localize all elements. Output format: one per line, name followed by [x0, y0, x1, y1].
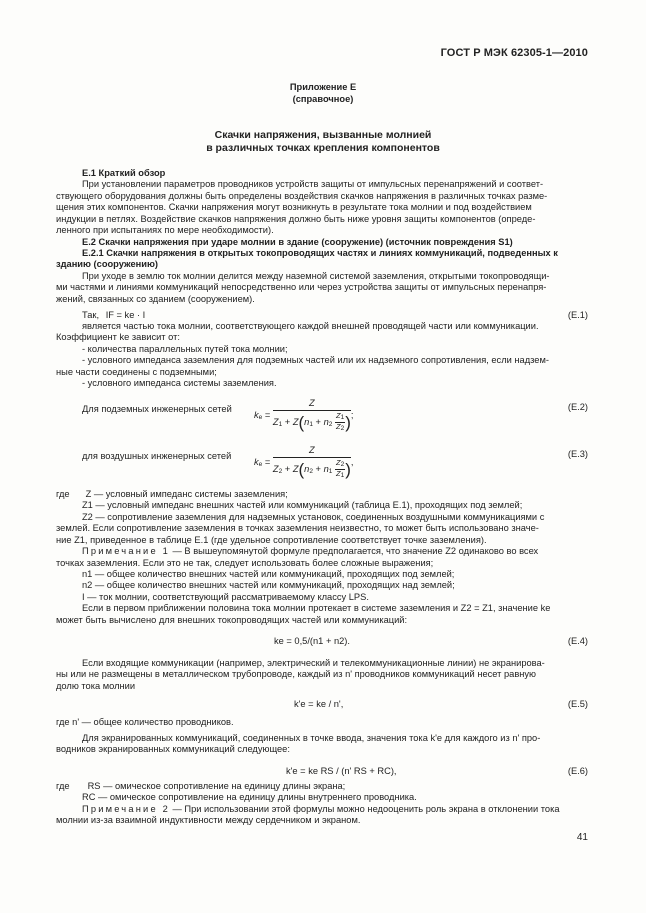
equation-e4	[56, 636, 588, 652]
equation-e5	[56, 699, 588, 715]
eq3-fraction: Z $Z_2 + Z(n_2 + n_1$ $\frac{Z_2}{Z_1}$ )	[272, 445, 351, 480]
section-e1-title: Е.1 Краткий обзор	[82, 168, 166, 178]
note1-i: I — ток молнии, соответствующий рассматриваемому классу LPS.	[82, 591, 369, 602]
paragraph-line: Если в первом приближении половина тока молнии протекает в системе заземления и Z2 = Z1, значение ke	[82, 603, 551, 614]
eq4-number: (Е.4)	[567, 636, 588, 646]
where-z1: Z1 — условный импеданс внешних частей или коммуникаций (таблица Е.1), проходящих под землей;	[82, 500, 523, 511]
eq3-number: (Е.3)	[567, 449, 588, 459]
paragraph-line: Если входящие коммуникации (например, электрический и телекоммуникационные линии) не экранирова-	[82, 658, 545, 668]
paragraph-line: является частью тока молнии, соответствующего каждой внешней проводящей части или коммуникации.	[82, 321, 539, 331]
where-label: где	[56, 489, 70, 499]
paragraph-line: точках заземления. Если это не так, следует использовать более сложные выражения;	[56, 557, 434, 568]
eq3-label: для воздушных инженерных сетей	[82, 451, 232, 461]
note1-label: Примечание 1	[82, 546, 170, 557]
note1-text: — В вышеупомянутой формуле предполагается, что значение Z2 одинаково во всех	[169, 546, 539, 557]
paragraph-line: водников экранированных коммуникаций следующее:	[56, 744, 290, 755]
paragraph-line: При установлении параметров проводников устройств защиты от импульсных перенапряжений и соответ-	[82, 179, 544, 190]
paragraph-line: индукции в петлях. Воздействие скачков напряжения должно быть ниже уровня защиты компонентов (опреде-	[56, 213, 536, 224]
paragraph-line: ны или не размещены в металлическом трубопроводе, каждый из n' проводников коммуникаций несет равную	[56, 669, 537, 680]
note1-n2: n2 — общее количество внешних частей или коммуникаций, проходящих над землей;	[82, 580, 455, 591]
heading-line-2: в различных точках крепления компонентов	[206, 142, 440, 154]
where2-block	[56, 781, 588, 827]
eq2-label: Для подземных инженерных сетей	[82, 404, 232, 414]
paragraph-line: ние Z1, приведенное в таблице Е.1 (где удельное сопротивление соответствует точке заземления).	[56, 534, 487, 545]
paragraph-line: ленного при испытаниях по мере необходимости).	[56, 225, 274, 236]
section-e2-title: Е.2 Скачки напряжения при ударе молнии в здание (сооружение) (источник повреждения S1)	[82, 236, 513, 247]
where2-rc: RC — омическое сопротивление на единицу длины внутреннего проводника.	[82, 792, 417, 803]
eq1-prefix: Так,	[82, 310, 100, 320]
eq1-number: (Е.1)	[567, 310, 588, 320]
note2-text: — При использовании этой формулы можно недооценить роль экрана в отклонении тока	[169, 803, 560, 814]
eq4-formula: ke = 0,5/(n1 + n2).	[274, 636, 350, 646]
paragraph-line: Для экранированных коммуникаций, соединенных в точке ввода, значения тока k'e для каждого из n' про-	[82, 733, 541, 743]
eq2-fraction: Z $Z_1 + Z(n_1 + n_2$ $\frac{Z_1}{Z_2}$ )	[272, 398, 351, 433]
paragraph-line: ми частями и линиями коммуникаций непосредственно или через устройства защиты от импульсных перенапря-	[56, 282, 547, 293]
paragraph-line: ствующего оборудования должны быть определены воздействия скачков напряжения в различных точках разме-	[56, 190, 548, 201]
note2-label: Примечание 2	[82, 803, 170, 814]
shield-block	[56, 658, 588, 692]
where-z2: Z2 — сопротивление заземления для надземных установок, соединенных воздушными коммуникациями с	[82, 511, 545, 522]
list-item: - условного импеданса заземления для подземных частей или их надземного сопротивления, если надзем-	[82, 355, 549, 366]
paragraph-line: щения этих компонентов. Скачки напряжения могут возникнуть в результате тока молнии и под воздействием	[56, 202, 532, 213]
standard-number: ГОСТ Р МЭК 62305-1—2010	[440, 47, 588, 59]
where2-rs: RS — омическое сопротивление на единицу длины экрана;	[87, 781, 346, 791]
paragraph-line: При уходе в землю ток молнии делится между наземной системой заземления, открытыми токопроводящи-	[82, 270, 550, 281]
list-item: - количества параллельных путей тока молнии;	[82, 343, 288, 354]
where-block	[56, 489, 588, 626]
paragraph-line: жений, связанных со зданием (сооружением).	[56, 293, 255, 304]
paragraph-line: может быть вычислено для внешних токопроводящих частей или коммуникаций:	[56, 614, 408, 625]
section-e1	[56, 168, 588, 305]
eq5-number: (Е.5)	[567, 699, 588, 709]
eq6-number: (Е.6)	[567, 766, 588, 776]
page-number: 41	[576, 832, 588, 843]
note1-n1: n1 — общее количество внешних частей или коммуникаций, проходящих под землей;	[82, 568, 455, 579]
paragraph-line: Коэффициент ke зависит от:	[56, 332, 180, 343]
appendix-subtitle: (справочное)	[292, 94, 354, 104]
eq3-formula: $k_e$ = Z $Z_2 + Z(n_2 + n_1$ $\frac{Z_2}{Z_1}$ ) ,	[254, 445, 354, 480]
heading-line-1: Скачки напряжения, вызванные молнией	[214, 129, 432, 141]
list-item: - условного импеданса системы заземления.	[82, 378, 277, 389]
where-z: Z — условный импеданс системы заземления;	[85, 489, 288, 499]
section-e21-title: Е.2.1 Скачки напряжения в открытых токопроводящих частях и линиях коммуникаций, подведенных к	[82, 247, 558, 258]
eq5-where	[56, 717, 588, 728]
eq5-formula: k'e = ke / n',	[294, 699, 344, 709]
eq5-where-text: где n' — общее количество проводников.	[56, 717, 234, 727]
where2-label: где	[56, 781, 70, 791]
paragraph-line: молнии из-за взаимной индуктивности между сердечником и экраном.	[56, 815, 361, 826]
paragraph-line: долю тока молнии	[56, 680, 136, 691]
paragraph-line: землей. Если сопротивление заземления в точках заземления неизвестно, то может быть использовано значе-	[56, 523, 539, 534]
coefficient-block	[56, 321, 588, 390]
screened-block	[56, 733, 588, 756]
section-e21-title-cont: зданию (сооружению)	[56, 259, 159, 270]
eq2-formula: $k_e$ = Z $Z_1 + Z(n_1 + n_2$ $\frac{Z_1}{Z_2}$ ) ;	[254, 398, 354, 433]
equation-e3	[56, 445, 588, 480]
equation-e6	[56, 766, 588, 782]
eq6-formula: k'e = ke RS / (n' RS + RC),	[286, 766, 397, 776]
appendix-title: Приложение Е	[289, 82, 357, 92]
equation-e2	[56, 398, 588, 433]
eq2-number: (Е.2)	[567, 402, 588, 412]
eq1-formula: IF = ke · I	[105, 310, 146, 320]
list-item: ные части соединены с подземными;	[56, 366, 217, 377]
